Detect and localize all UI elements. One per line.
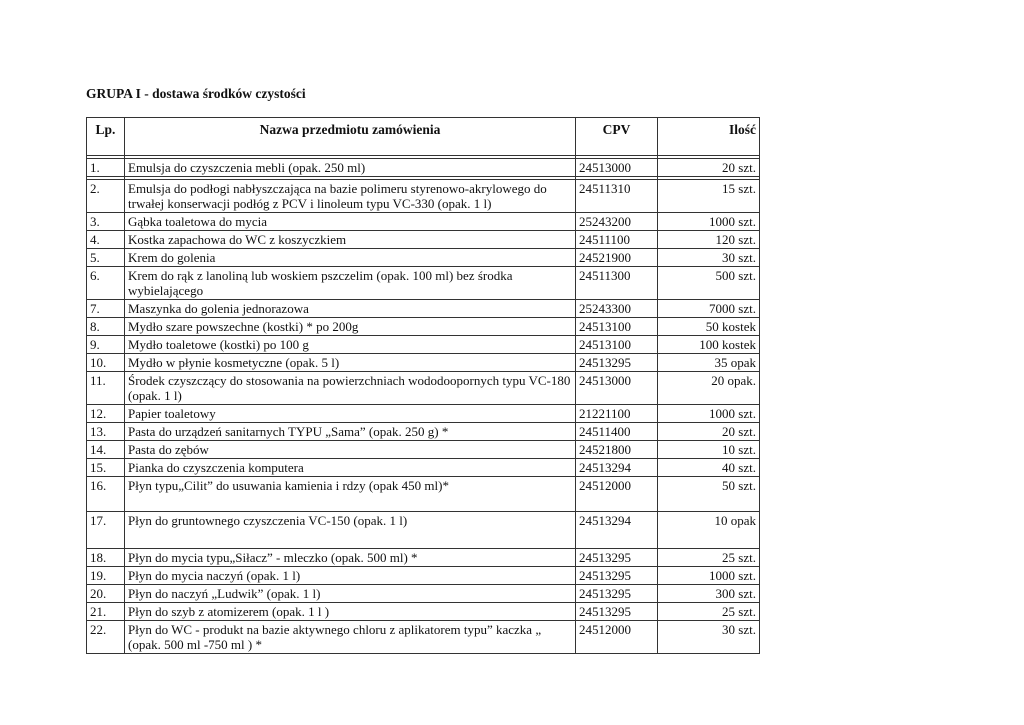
cell-lp: 6. [87,267,125,300]
cell-name: Płyn typu„Cilit” do usuwania kamienia i rdzy (opak 450 ml)* [125,477,576,512]
cell-lp: 3. [87,213,125,231]
cell-lp: 9. [87,336,125,354]
cell-name: Pasta do zębów [125,441,576,459]
cell-qty: 1000 szt. [658,567,760,585]
table-row [87,459,760,477]
cell-cpv: 21221100 [576,405,658,423]
cell-cpv: 24521900 [576,249,658,267]
cell-cpv: 24513000 [576,372,658,405]
cell-cpv: 24513295 [576,549,658,567]
cell-lp: 5. [87,249,125,267]
table-row [87,213,760,231]
cell-name: Mydło toaletowe (kostki) po 100 g [125,336,576,354]
cell-lp: 15. [87,459,125,477]
cell-name: Krem do golenia [125,249,576,267]
cell-lp: 21. [87,603,125,621]
table-row [87,621,760,654]
cell-lp: 14. [87,441,125,459]
table-row [87,354,760,372]
cell-lp: 7. [87,300,125,318]
cell-lp: 12. [87,405,125,423]
header-name: Nazwa przedmiotu zamówienia [125,118,576,156]
cell-cpv: 24513000 [576,159,658,177]
table-row [87,159,760,177]
table-row [87,512,760,549]
cell-lp: 2. [87,180,125,213]
cell-qty: 1000 szt. [658,213,760,231]
cell-qty: 40 szt. [658,459,760,477]
cell-lp: 22. [87,621,125,654]
cell-lp: 4. [87,231,125,249]
cell-name: Mydło szare powszechne (kostki) * po 200g [125,318,576,336]
cell-qty: 100 kostek [658,336,760,354]
table-row [87,231,760,249]
header-cpv: CPV [576,118,658,156]
cell-cpv: 24513295 [576,354,658,372]
cell-lp: 1. [87,159,125,177]
cell-cpv: 24521800 [576,441,658,459]
header-lp: Lp. [87,118,125,156]
cell-cpv: 24511310 [576,180,658,213]
cell-qty: 30 szt. [658,621,760,654]
cell-qty: 120 szt. [658,231,760,249]
cell-cpv: 25243200 [576,213,658,231]
cell-cpv: 25243300 [576,300,658,318]
cell-lp: 11. [87,372,125,405]
cell-name: Mydło w płynie kosmetyczne (opak. 5 l) [125,354,576,372]
cell-name: Emulsja do podłogi nabłyszczająca na bazie polimeru styrenowo-akrylowego do trwałej konserwacji podłóg z PCV i linoleum typu VC-330 (opak. 1 l) [125,180,576,213]
cell-name: Płyn do WC - produkt na bazie aktywnego chloru z aplikatorem typu” kaczka „ (opak. 500 ml -750 ml ) * [125,621,576,654]
cell-lp: 18. [87,549,125,567]
cell-name: Pianka do czyszczenia komputera [125,459,576,477]
cell-name: Krem do rąk z lanoliną lub woskiem pszczelim (opak. 100 ml) bez środka wybielającego [125,267,576,300]
cell-lp: 8. [87,318,125,336]
cell-name: Płyn do mycia typu„Siłacz” - mleczko (opak. 500 ml) * [125,549,576,567]
cell-qty: 300 szt. [658,585,760,603]
cell-cpv: 24513100 [576,336,658,354]
cell-lp: 17. [87,512,125,549]
table-row [87,441,760,459]
cell-name: Płyn do gruntownego czyszczenia VC-150 (opak. 1 l) [125,512,576,549]
cell-lp: 19. [87,567,125,585]
cell-cpv: 24513100 [576,318,658,336]
table-row [87,180,760,213]
cell-qty: 20 szt. [658,159,760,177]
header-qty: Ilość [658,118,760,156]
table-row [87,372,760,405]
cell-lp: 10. [87,354,125,372]
cell-qty: 15 szt. [658,180,760,213]
table-row [87,585,760,603]
cell-qty: 25 szt. [658,549,760,567]
cell-name: Maszynka do golenia jednorazowa [125,300,576,318]
cell-qty: 50 kostek [658,318,760,336]
cell-qty: 10 szt. [658,441,760,459]
cell-lp: 13. [87,423,125,441]
cell-qty: 25 szt. [658,603,760,621]
table-row [87,603,760,621]
cell-qty: 10 opak [658,512,760,549]
cell-name: Płyn do szyb z atomizerem (opak. 1 l ) [125,603,576,621]
cell-name: Pasta do urządzeń sanitarnych TYPU „Sama” (opak. 250 g) * [125,423,576,441]
table-row [87,405,760,423]
table-row [87,318,760,336]
cell-cpv: 24513295 [576,585,658,603]
cell-qty: 50 szt. [658,477,760,512]
table-header-row [87,118,760,156]
table-row [87,300,760,318]
cell-name: Środek czyszczący do stosowania na powierzchniach wododoopornych typu VC-180 (opak. 1 l) [125,372,576,405]
cell-qty: 35 opak [658,354,760,372]
table-row [87,336,760,354]
cell-qty: 20 szt. [658,423,760,441]
cell-lp: 20. [87,585,125,603]
cell-qty: 1000 szt. [658,405,760,423]
order-table [86,117,760,654]
table-row [87,267,760,300]
table-row [87,567,760,585]
cell-name: Kostka zapachowa do WC z koszyczkiem [125,231,576,249]
table-row [87,549,760,567]
cell-name: Płyn do mycia naczyń (opak. 1 l) [125,567,576,585]
cell-name: Płyn do naczyń „Ludwik” (opak. 1 l) [125,585,576,603]
cell-cpv: 24513294 [576,459,658,477]
cell-qty: 20 opak. [658,372,760,405]
cell-cpv: 24512000 [576,477,658,512]
cell-cpv: 24513295 [576,567,658,585]
table-row [87,423,760,441]
cell-cpv: 24513295 [576,603,658,621]
cell-qty: 30 szt. [658,249,760,267]
cell-name: Emulsja do czyszczenia mebli (opak. 250 ml) [125,159,576,177]
cell-qty: 500 szt. [658,267,760,300]
cell-qty: 7000 szt. [658,300,760,318]
table-row [87,477,760,512]
cell-lp: 16. [87,477,125,512]
cell-name: Papier toaletowy [125,405,576,423]
cell-cpv: 24511100 [576,231,658,249]
cell-cpv: 24511300 [576,267,658,300]
table-row [87,249,760,267]
document-title: GRUPA I - dostawa środków czystości [86,86,306,101]
cell-name: Gąbka toaletowa do mycia [125,213,576,231]
cell-cpv: 24513294 [576,512,658,549]
cell-cpv: 24511400 [576,423,658,441]
cell-cpv: 24512000 [576,621,658,654]
